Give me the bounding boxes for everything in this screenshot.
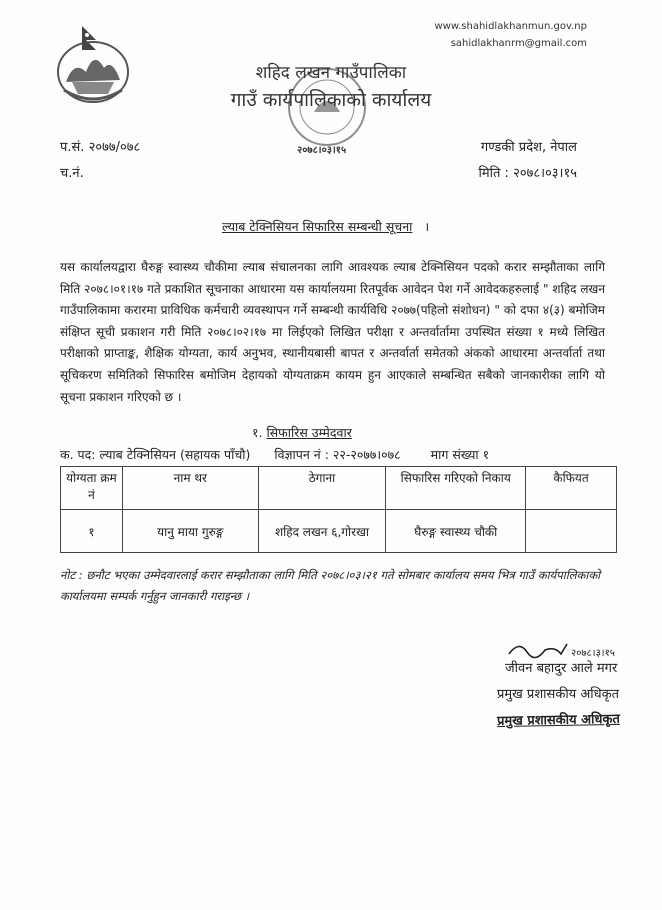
- table-header-row: [61, 467, 617, 510]
- signer-name: जीवन बहादुर आले मगर: [505, 661, 618, 676]
- letter-date: मिति : २०७८।०३।१५: [478, 166, 577, 181]
- cell-remarks: [526, 510, 617, 553]
- demand-count: माग संख्या १: [430, 447, 490, 462]
- contact-block: [434, 18, 587, 52]
- province-name: गण्डकी प्रदेश, नेपाल: [480, 140, 577, 155]
- notice-title-text: ल्याब टेक्निसियन सिफारिस सम्बन्धी सूचना: [222, 219, 413, 234]
- signer-title: प्रमुख प्रशासकीय अधिकृत: [497, 687, 620, 702]
- handwritten-date: २०७८।३।१५: [571, 648, 615, 659]
- official-stamp: प्रमुख प्रशासकीय अधिकृत: [496, 711, 620, 730]
- website-link[interactable]: www.shahidlakhanmun.gov.np: [434, 21, 587, 32]
- header-remarks: कैफियत: [526, 467, 617, 510]
- header-address: ठेगाना: [258, 467, 386, 510]
- advertisement-number: विज्ञापन नं : २२-२०७७।०७८: [274, 447, 401, 462]
- stamp-date: २०७८।०३।१५: [297, 145, 347, 156]
- header-agency: सिफारिस गरिएको निकाय: [386, 467, 526, 510]
- cell-name: यानु माया गुरुङ्ग: [122, 510, 258, 553]
- notice-title-suffix: ।: [424, 219, 430, 234]
- section-title-text: सिफारिस उम्मेदवार: [266, 425, 352, 440]
- email-link[interactable]: sahidlakhanrm@gmail.com: [450, 38, 587, 49]
- note-text: नोट : छनौट भएका उम्मेदवारलाई करार सम्झौताका लागि मिति २०७८।०३।२१ गते सोमबार कार्यालय समय भित्र गाउँ कार्यपालिकाको कार्यालयमा सम्पर्क गर्नुहुन जानकारी गराइन्छ ।: [60, 568, 601, 603]
- office-name: शहिद लखन गाउँपालिका: [255, 63, 407, 83]
- dispatch-number: च.नं.: [60, 166, 84, 181]
- post-name: क. पद: ल्याब टेक्निसियन (सहायक पाँचौ): [60, 447, 251, 462]
- reference-number: प.सं. २०७७/०७८: [60, 140, 141, 155]
- cell-address: शहिद लखन ६,गोरखा: [258, 510, 386, 553]
- section-title: [252, 424, 352, 441]
- cell-agency: घैरुङ्ग स्वास्थ्य चौकी: [386, 510, 526, 553]
- office-subtitle: गाउँ कार्यपालिकाको कार्यालय: [230, 89, 432, 111]
- post-details: [60, 446, 620, 463]
- header-rank: योग्यता क्रम नं: [61, 467, 123, 510]
- notice-body: यस कार्यालयद्वारा घैरुङ्ग स्वास्थ्य चौकीमा ल्याब संचालनका लागि आवश्यक ल्याब टेक्निसियन पदको करार सम्झौताका लागि मिति २०७८।०१।१७ गते प्रकाशित सूचनाका आधारमा यस कार्यालयमा रितपूर्वक आवेदन पेश गर्ने आवेदकहरुलाई " शहिद लखन गाउँपालिकामा करारमा प्राविधिक कर्मचारी व्यवस्थापन गर्ने सम्बन्धी कार्यविधि २०७७(पहिलो संशोधन) " को दफा ४(३) बमोजिम संक्षिप्त सूची प्रकाशन गरी मिति २०७८।०२।१७ मा लिईएको लिखित परीक्षा र अन्तर्वार्तामा उपस्थित संख्या १ मध्ये लिखित परीक्षाको प्राप्ताङ्क, शैक्षिक योग्यता, कार्य अनुभव, स्थानीयबासी बापत र अन्तर्वार्ता समेतको अंकको आधारमा अन्तर्वार्ता तथा सूचिकरण समितिको सिफारिस बमोजिम देहायको योग्यताक्रम कायम हुन आएकाले सम्बन्धित सबैको जानकारीका लागि यो सूचना प्रकाशन गरिएको छ ।: [60, 260, 605, 404]
- candidate-table: [60, 466, 617, 553]
- section-number: १.: [252, 425, 263, 440]
- notice-title: [222, 218, 429, 235]
- cell-rank: १: [61, 510, 123, 553]
- table-row: [61, 510, 617, 553]
- header-name: नाम थर: [122, 467, 258, 510]
